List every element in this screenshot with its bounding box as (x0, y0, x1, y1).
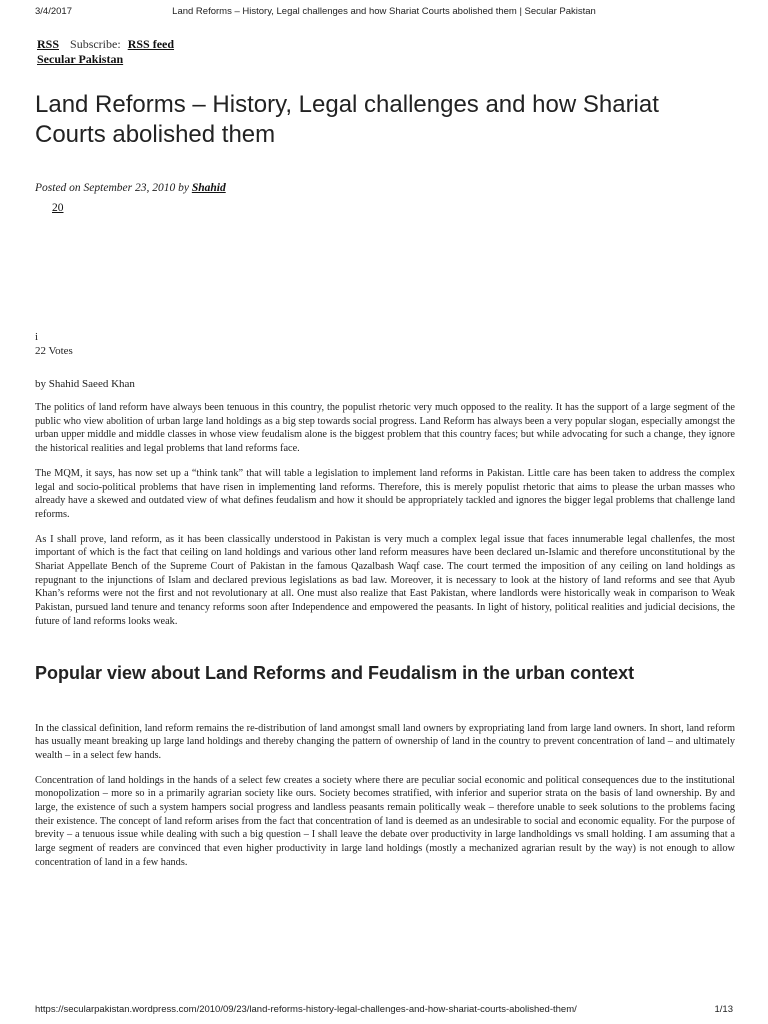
rating-widget (35, 330, 735, 358)
site-title-bar (37, 52, 123, 67)
site-title-link[interactable]: Secular Pakistan (37, 52, 124, 66)
post-meta (35, 182, 735, 194)
author-link[interactable]: Shahid (191, 182, 226, 194)
print-date: 3/4/2017 (35, 6, 72, 17)
print-page-number: 1/13 (714, 1004, 733, 1015)
article-byline: by Shahid Saeed Khan (35, 378, 135, 390)
print-page-title: Land Reforms – History, Legal challenges and how Shariat Courts abolished them | Secular Pakistan (172, 6, 596, 17)
print-url: https://secularpakistan.wordpress.com/2010/09/23/land-reforms-history-legal-challenges-and-how-shariat-courts-abolished-them/ (35, 1004, 577, 1015)
paragraph: As I shall prove, land reform, as it has been classically understood in Pakistan is very much a complex legal issue that faces innumerable legal challenfes, the most important of which is the fact that ceiling on land holdings and various other land reform measures have been declared un-Islamic and therefore unconstitutional by the Shariat Appellate Bench of the Supreme Court of Pakistan in the famous Qazalbash Waqf case. The court termed the imposition of any ceiling on land holdings as repugnant to the injunctions of Islam and declared previous legislations as bad law. Moreover, it is necessary to look at the history of land reforms and see that Ayub Khan’s reforms were not the first and not revolutionary at all. One must also realize that East Pakistan, where landlords were historically weak in comparison to Weak Pakistan, pursued land tenure and tenancy reforms soon after Independence and empowered the peasants. In light of history, political realities and judicial decisions, the future of land reforms looks weak. (35, 533, 735, 627)
rss-link[interactable]: RSS (37, 37, 60, 51)
section-heading: Popular view about Land Reforms and Feudalism in the urban context (35, 662, 635, 683)
subscribe-bar (37, 37, 174, 52)
print-footer (35, 1004, 733, 1018)
post-content (35, 90, 735, 870)
paragraph: Concentration of land holdings in the hands of a select few creates a society where there are peculiar social economic and political consequences due to the institutional monopolization – more so in a primarily agrarian society like ours. Society becomes stratified, with inferior and superior strata on the basis of land ownership. By and large, the existence of such a system hampers social progress and landless peasants remain politically weak – therefore unable to seek solutions to the problems facing their existence. The concept of land reform arises from the fact that concentration of land is deemed as an undesirable to social and economic equality. For the purpose of brevity – a tenuous issue while dealing with such a big question – I shall leave the debate over productivity in large landholdings vs small holding. I am assuming that a large segment of readers are convinced that even higher productivity in large land holdings (mostly a mechanized agrarian result by the way) is not enough to allow concentration of land in a few hands. (35, 774, 735, 868)
post-title: Land Reforms – History, Legal challenges and how Shariat Courts abolished them (35, 91, 659, 148)
print-header (35, 6, 733, 20)
paragraph: The politics of land reform have always been tenuous in this country, the populist rhetoric very much opposed to the reality. It has the support of a large segment of the public who view abolition of urban large land holdings as a big step towards social progress. Land Reform has always been a very popular slogan, especially amongst the urban upper middle and middle classes in whose view feudalism alone is the biggest problem that this country faces; but while advocating for such a change, they ignore the historical realities and legal problems that land reforms face. (35, 402, 735, 455)
subscribe-label: Subscribe: (70, 37, 121, 51)
posted-on-text: Posted on September 23, 2010 by (35, 182, 189, 194)
paragraph: The MQM, it says, has now set up a “think tank” that will table a legislation to implement land reforms in Pakistan. Little care has been taken to address the complex legal and socio-political problems that have risen in implementing land reforms. Therefore, this is merely populist rhetoric that aims to please the urban masses who already have a skewed and outdated view of what defines feudalism and how it should be appropriately tackled and ignores the bigger legal problems that challenge land reforms. (35, 467, 735, 520)
paragraph: In the classical definition, land reform remains the re-distribution of land amongst small land owners by expropriating land from large land owners. In short, land reform has usually meant breaking up large land holdings and thereby changing the pattern of ownership of land in the country to prevent concentration of land – and ultimately wealth – in a select few hands. (35, 722, 735, 761)
rss-feed-link[interactable]: RSS feed (127, 37, 175, 51)
rating-info-icon[interactable]: i (35, 331, 39, 343)
vote-count: 22 Votes (35, 345, 73, 357)
comment-count-link[interactable]: 20 (52, 202, 64, 214)
